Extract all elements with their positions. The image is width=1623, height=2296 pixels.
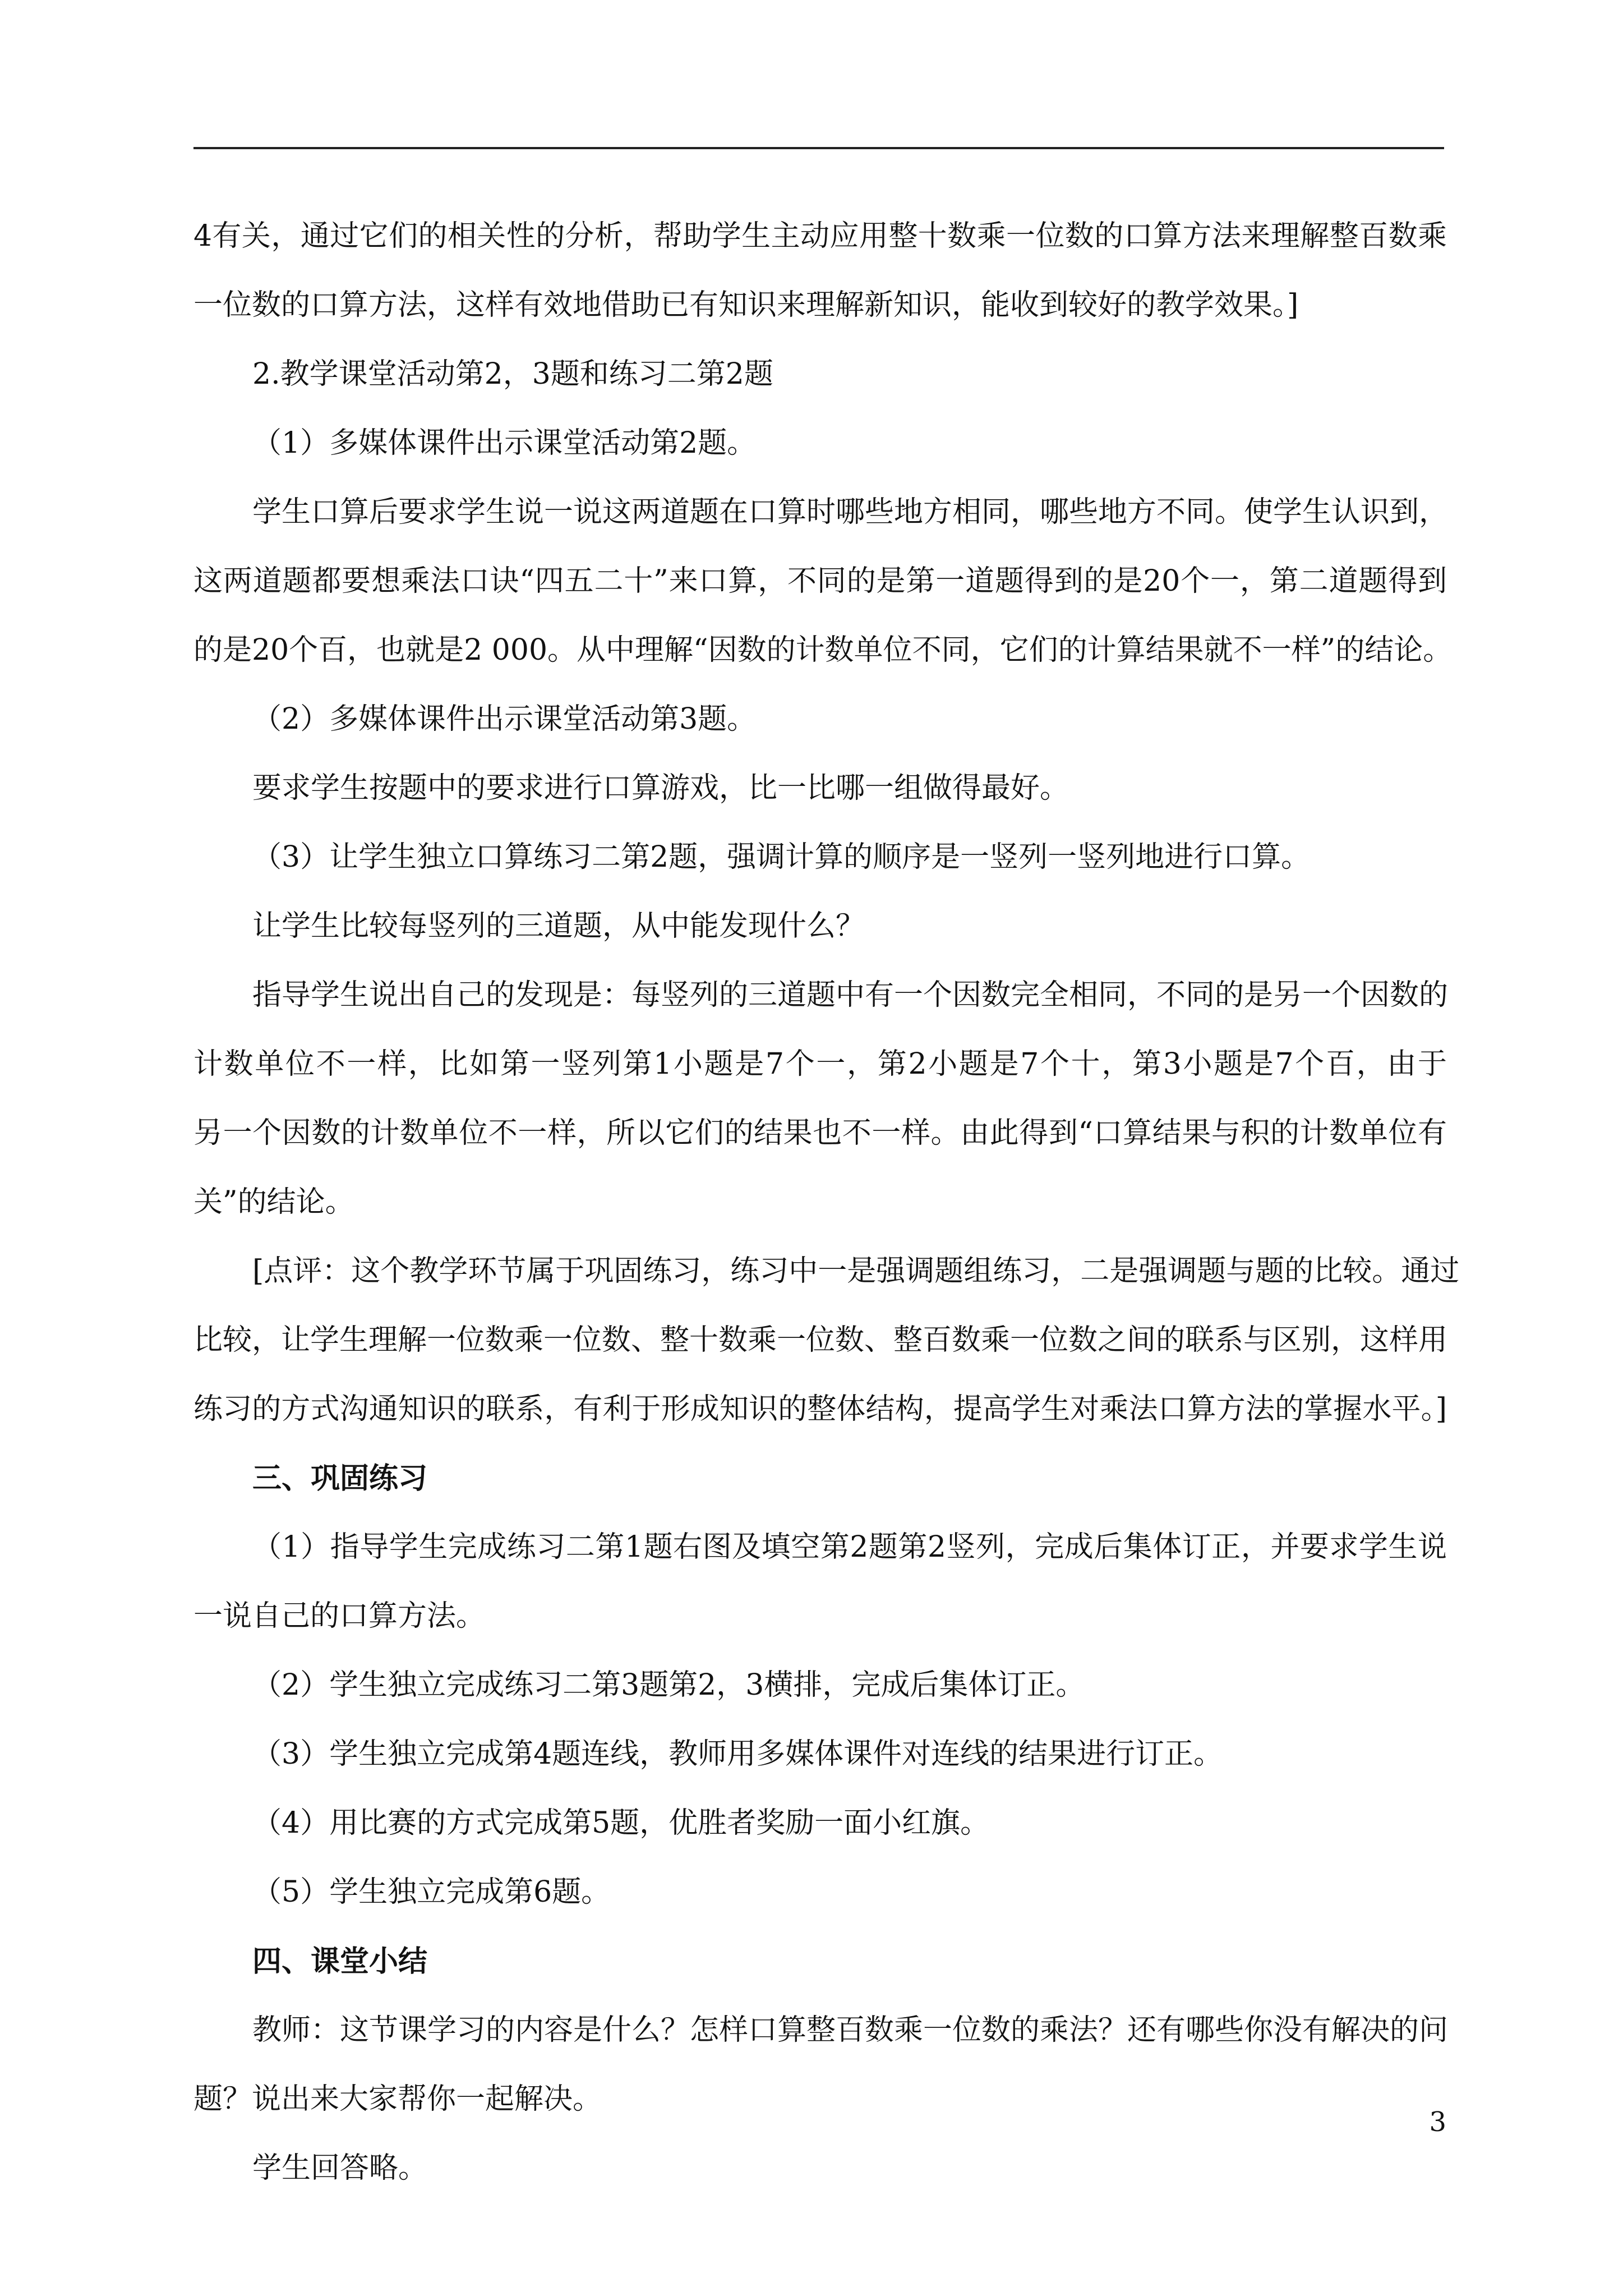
body-line: 计数单位不一样，比如第一竖列第1小题是7个一，第2小题是7个十，第3小题是7个百，由于 — [193, 1047, 1447, 1081]
list-item: （2）学生独立完成练习二第3题第2，3横排，完成后集体订正。 — [252, 1668, 1085, 1702]
section-subheading: 2.教学课堂活动第2，3题和练习二第2题 — [252, 357, 773, 391]
body-line: 教师：这节课学习的内容是什么？怎样口算整百数乘一位数的乘法？还有哪些你没有解决的问 — [252, 2013, 1449, 2047]
body-line: 要求学生按题中的要求进行口算游戏，比一比哪一组做得最好。 — [252, 771, 1069, 805]
body-line: 学生口算后要求学生说一说这两道题在口算时哪些地方相同，哪些地方不同。使学生认识到， — [252, 495, 1449, 529]
body-line: 一位数的口算方法，这样有效地借助已有知识来理解新知识，能收到较好的教学效果。] — [193, 288, 1299, 322]
list-item: （4）用比赛的方式完成第5题，优胜者奖励一面小红旗。 — [252, 1806, 990, 1840]
comment-line: 比较，让学生理解一位数乘一位数、整十数乘一位数、整百数乘一位数之间的联系与区别，这样用 — [193, 1323, 1448, 1357]
body-line: 指导学生说出自己的发现是：每竖列的三道题中有一个因数完全相同，不同的是另一个因数的 — [252, 978, 1449, 1012]
body-line: 学生回答略。 — [252, 2151, 428, 2185]
section-heading-summary: 四、课堂小结 — [252, 1944, 428, 1978]
body-line: 这两道题都要想乘法口诀“四五二十”来口算，不同的是第一道题得到的是20个一，第二道题得到 — [193, 564, 1447, 598]
body-line: 另一个因数的计数单位不一样，所以它们的结果也不一样。由此得到“口算结果与积的计数单位有 — [193, 1116, 1447, 1150]
body-line: 关”的结论。 — [193, 1185, 354, 1219]
section-heading-consolidation: 三、巩固练习 — [252, 1461, 428, 1496]
body-line: 的是20个百，也就是2 000。从中理解“因数的计数单位不同，它们的计算结果就不一样”的结论。 — [193, 633, 1453, 667]
list-item: （5）学生独立完成第6题。 — [252, 1875, 611, 1909]
list-item: （1）多媒体课件出示课堂活动第2题。 — [252, 426, 757, 460]
list-item: （3）让学生独立口算练习二第2题，强调计算的顺序是一竖列一竖列地进行口算。 — [252, 840, 1311, 874]
list-item: （2）多媒体课件出示课堂活动第3题。 — [252, 702, 757, 736]
body-line: 一说自己的口算方法。 — [193, 1599, 486, 1633]
body-line: 让学生比较每竖列的三道题，从中能发现什么？ — [252, 909, 865, 943]
list-item: （3）学生独立完成第4题连线，教师用多媒体课件对连线的结果进行订正。 — [252, 1737, 1223, 1771]
document-body — [193, 202, 1460, 2203]
header-rule — [193, 147, 1444, 149]
comment-line: [点评：这个教学环节属于巩固练习，练习中一是强调题组练习，二是强调题与题的比较。通过 — [252, 1254, 1460, 1288]
page-number: 3 — [1429, 2106, 1446, 2138]
body-line: 题？说出来大家帮你一起解决。 — [193, 2082, 602, 2116]
body-line: 4有关，通过它们的相关性的分析，帮助学生主动应用整十数乘一位数的口算方法来理解整百数乘 — [193, 219, 1447, 253]
list-item: （1）指导学生完成练习二第1题右图及填空第2题第2竖列，完成后集体订正，并要求学生说 — [252, 1530, 1447, 1564]
comment-line: 练习的方式沟通知识的联系，有利于形成知识的整体结构，提高学生对乘法口算方法的掌握水平。] — [193, 1392, 1447, 1426]
